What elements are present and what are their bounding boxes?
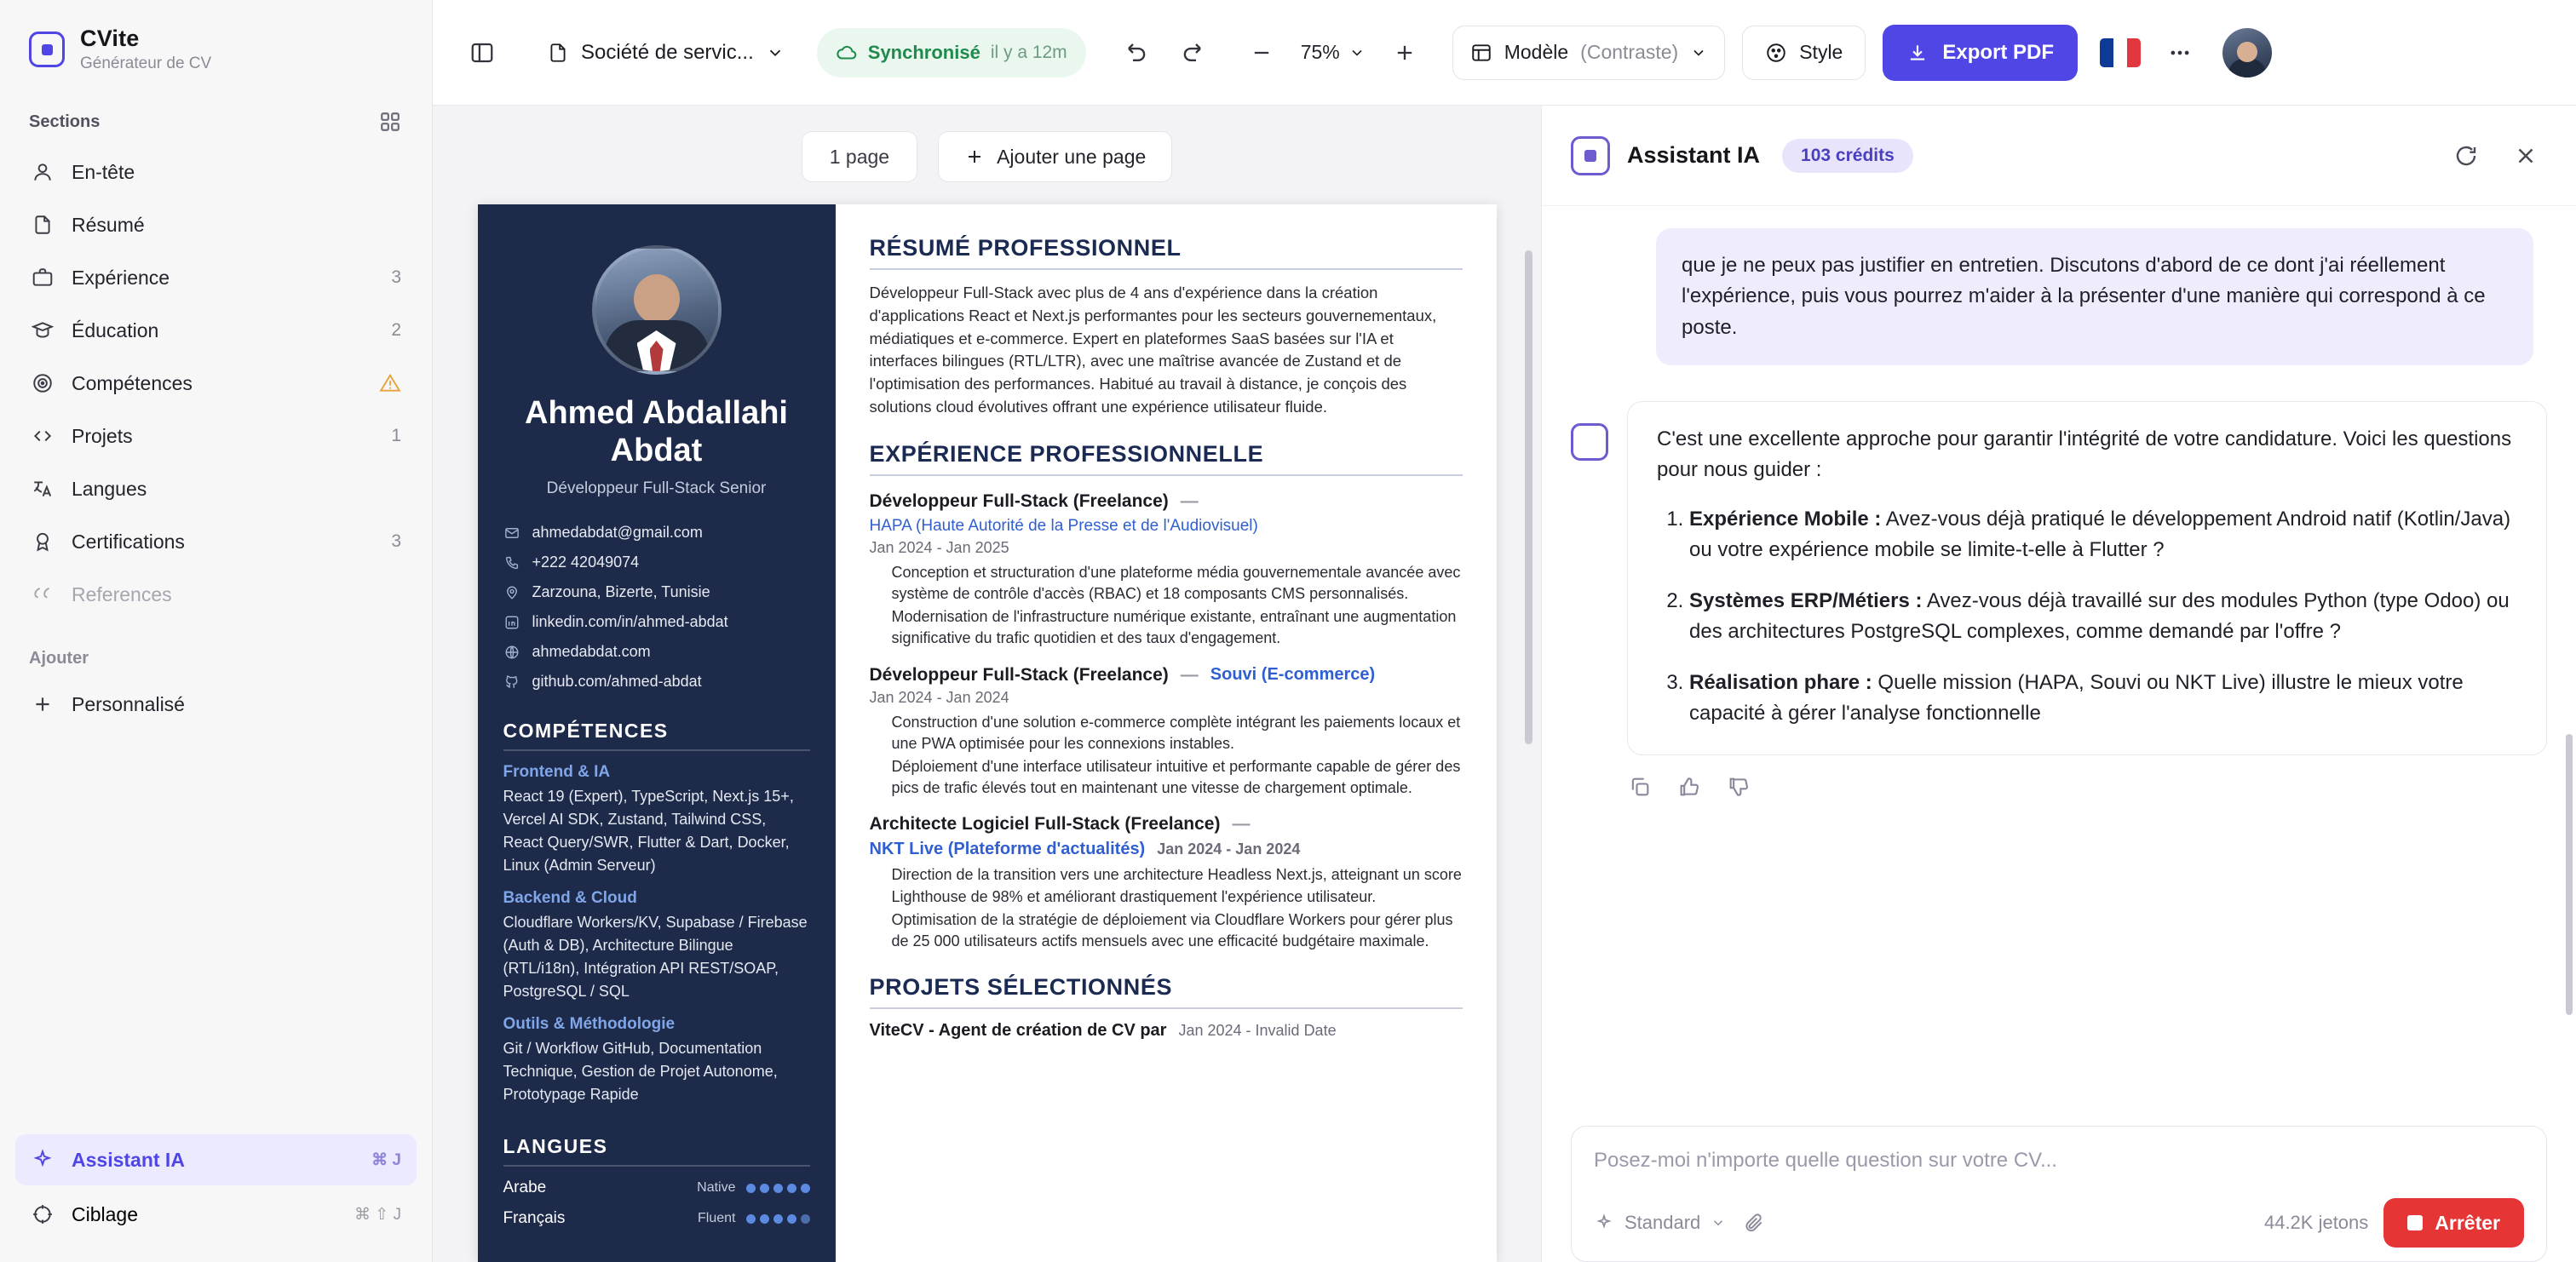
stop-label: Arrêter xyxy=(2435,1211,2500,1234)
ai-credits-badge: 103 crédits xyxy=(1782,139,1913,173)
sidebar-item-header[interactable] xyxy=(15,146,417,198)
chevron-down-icon xyxy=(1690,44,1707,61)
assistant-question-label: Systèmes ERP/Métiers : xyxy=(1689,589,1923,613)
cv-job-link[interactable]: NKT Live (Plateforme d'actualités) xyxy=(869,840,1146,859)
sidebar-item-ai-assistant[interactable] xyxy=(15,1134,417,1185)
add-nav xyxy=(0,679,432,730)
cv-job-bullet: Déploiement d'une interface utilisateur intuitive et performante capable de gérer des pics de trafic élevés tout en maintenant une vitesse de chargement optimale. xyxy=(891,758,1461,797)
cv-project-name: ViteCV - Agent de création de CV par xyxy=(869,1021,1167,1041)
sync-time: il y a 12m xyxy=(990,42,1067,62)
briefcase-icon xyxy=(31,266,55,290)
sync-label: Synchronisé xyxy=(867,41,980,63)
assistant-question-label: Réalisation phare : xyxy=(1689,671,1872,695)
cv-contact-website xyxy=(503,643,810,661)
sidebar-item-count: 2 xyxy=(391,320,401,340)
zoom-value: 75% xyxy=(1300,41,1340,63)
cv-skill-group xyxy=(503,763,810,877)
ai-composer xyxy=(1542,1126,2576,1262)
cv-job-title: Architecte Logiciel Full-Stack (Freelance) xyxy=(869,814,1221,835)
cv-contact-text: ahmedabdat@gmail.com xyxy=(532,524,703,542)
ai-panel-title: Assistant IA xyxy=(1627,142,1761,168)
palette-icon xyxy=(1765,42,1787,64)
brand-subtitle: Générateur de CV xyxy=(80,54,212,72)
document-icon xyxy=(31,213,55,237)
style-label: Style xyxy=(1799,41,1843,63)
cv-job-bullet: Conception et structuration d'une plateforme média gouvernementale avancée avec système de contrôle d'accès (RBAC) et 18 composants CMS personnalisés. xyxy=(891,563,1461,603)
cv-project-entry xyxy=(870,1021,1463,1041)
sections-label: Sections xyxy=(29,112,101,131)
cv-project-meta: Jan 2024 - Invalid Date xyxy=(1178,1022,1337,1040)
close-icon[interactable] xyxy=(2504,135,2547,177)
add-custom-label: Personnalisé xyxy=(72,692,185,715)
ai-panel-header xyxy=(1542,106,2576,206)
zoom-value-dropdown[interactable] xyxy=(1294,41,1372,64)
cv-language-row xyxy=(503,1209,810,1228)
ai-assistant-label: Assistant IA xyxy=(72,1148,185,1171)
assistant-question-text: Avez-vous déjà travaillé sur des modules Python (type Odoo) ou des architectures PostgreSQL complexes, comme demandé par l'offre ? xyxy=(1689,589,2510,644)
warning-icon xyxy=(379,372,401,394)
cv-job-separator: — xyxy=(1180,490,1199,511)
cv-skills-title: COMPÉTENCES xyxy=(503,720,810,751)
cv-job-bullet: Direction de la transition vers une architecture Headless Next.js, atteignant un score Lighthouse de 98% et améliorant drastiquement l'expérience utilisateur. xyxy=(891,866,1462,905)
token-counter: 44.2K jetons xyxy=(2263,1212,2369,1233)
cloud-check-icon xyxy=(836,42,858,64)
sync-status xyxy=(817,28,1086,77)
cv-job-dates: Jan 2024 - Jan 2025 xyxy=(869,538,1009,556)
assistant-question xyxy=(1689,504,2517,565)
cv-contact-text: ahmedabdat.com xyxy=(532,643,651,661)
cv-job-separator: — xyxy=(1232,814,1251,835)
linkedin-icon xyxy=(503,614,520,631)
chevron-down-icon xyxy=(766,43,785,62)
sidebar-item-label: References xyxy=(72,582,172,605)
thumbs-down-icon[interactable] xyxy=(1726,774,1751,800)
brand xyxy=(0,0,432,95)
sidebar-item-skills[interactable] xyxy=(15,358,417,409)
sidebar-item-label: Compétences xyxy=(72,371,193,394)
sidebar-item-label: Projets xyxy=(72,424,133,447)
sidebar-item-resume[interactable] xyxy=(15,199,417,250)
sidebar-item-label: Certifications xyxy=(72,530,185,553)
cv-skill-body: Cloudflare Workers/KV, Supabase / Firebase (Auth & DB), Architecture Bilingue (RTL/i18n), Intégration API REST/SOAP, PostgreSQL / SQL xyxy=(503,914,808,1001)
template-label: Modèle xyxy=(1504,41,1569,63)
cv-language-dots xyxy=(746,1214,810,1224)
cv-sidebar-column xyxy=(478,204,836,1262)
cv-skill-group xyxy=(503,1015,810,1106)
assistant-question xyxy=(1689,668,2517,729)
cv-summary-title: RÉSUMÉ PROFESSIONNEL xyxy=(870,235,1463,270)
assistant-question-label: Expérience Mobile : xyxy=(1689,508,1882,531)
sidebar-item-label: Résumé xyxy=(72,213,145,236)
cv-contact-linkedin xyxy=(503,613,810,631)
cv-summary-text: Développeur Full-Stack avec plus de 4 ans d'expérience dans la création d'applications React et Next.js performantes pour les secteurs gouvernementaux, médiatiques et e-commerce. Expert en plateformes SaaS basées sur l'IA et interfaces bilingues (RTL/LTR), avec une maîtrise avancée de Zustand et de l'optimisation des performances. Habitué au travail à distance, je conçois des solutions cloud évolutives offrant une expérience utilisateur fluide. xyxy=(869,284,1437,416)
sidebar-item-targeting[interactable] xyxy=(15,1189,417,1240)
cv-language-level: Native xyxy=(697,1180,736,1196)
cv-skill-category: Backend & Cloud xyxy=(503,889,637,908)
cv-contact-phone xyxy=(503,554,810,571)
stop-square-icon xyxy=(2407,1215,2423,1230)
plus-icon xyxy=(964,146,985,167)
cv-main-column xyxy=(836,204,1497,1262)
sidebar-item-label: Expérience xyxy=(72,266,170,289)
ai-panel-scrollbar[interactable] xyxy=(2566,734,2573,1015)
assistant-message xyxy=(1627,401,2547,755)
sparkle-icon xyxy=(1594,1213,1614,1233)
pin-icon xyxy=(503,584,520,601)
toolbar xyxy=(433,0,2576,106)
sidebar-item-experience[interactable] xyxy=(15,252,417,303)
cv-contact-text: linkedin.com/in/ahmed-abdat xyxy=(532,613,728,631)
zoom-in-button[interactable] xyxy=(1377,26,1432,80)
ai-assistant-panel xyxy=(1541,106,2576,1262)
sidebar-item-count: 3 xyxy=(391,267,401,287)
assistant-question-text: Avez-vous déjà pratiqué le développement Android natif (Kotlin/Java) ou votre expérience mobile se limite-t-elle à Flutter ? xyxy=(1689,508,2511,562)
graduation-cap-icon xyxy=(31,318,55,342)
stop-button[interactable] xyxy=(2383,1198,2524,1248)
assistant-intro: C'est une excellente approche pour garantir l'intégrité de votre candidature. Voici les questions pour nous guider : xyxy=(1657,427,2512,482)
more-options-button[interactable] xyxy=(2153,26,2207,80)
cv-job-link[interactable]: HAPA (Haute Autorité de la Presse et de l'Audiovisuel) xyxy=(869,516,1258,535)
phone-icon xyxy=(503,554,520,571)
cv-job-bullet: Optimisation de la stratégie de déploiement via Cloudflare Workers pour gérer plus de 25 000 utilisateurs actifs mensuels avec une efficacité budgétaire maximale. xyxy=(891,910,1453,949)
cv-languages-title: LANGUES xyxy=(503,1135,810,1167)
layout-icon xyxy=(1470,42,1492,64)
sidebar-bottom-nav xyxy=(0,1134,432,1262)
chevron-down-icon xyxy=(1348,44,1366,61)
cv-language-row xyxy=(503,1179,810,1197)
cv-contact-text: +222 42049074 xyxy=(532,554,640,571)
export-pdf-label: Export PDF xyxy=(1942,40,2055,64)
cv-name: Ahmed Abdallahi Abdat xyxy=(525,395,788,468)
medal-icon xyxy=(31,530,55,554)
ai-mode-selector[interactable] xyxy=(1594,1212,1726,1234)
assistant-question xyxy=(1689,586,2517,647)
page-controls xyxy=(802,106,1173,204)
add-page-label: Ajouter une page xyxy=(997,145,1147,168)
cv-skill-category: Frontend & IA xyxy=(503,763,611,782)
sidebar-item-languages[interactable] xyxy=(15,463,417,514)
chevron-down-icon xyxy=(1711,1215,1726,1230)
ai-composer-box[interactable] xyxy=(1571,1126,2547,1262)
document-selector[interactable] xyxy=(533,26,798,80)
zoom-out-button[interactable] xyxy=(1234,26,1289,80)
ai-logo-icon xyxy=(1571,136,1610,175)
user-icon xyxy=(31,160,55,184)
canvas-scrollbar[interactable] xyxy=(1525,250,1532,744)
sparkle-icon xyxy=(31,1148,55,1172)
targeting-label: Ciblage xyxy=(72,1202,138,1225)
refresh-icon[interactable] xyxy=(2445,135,2487,177)
sidebar-item-count: 1 xyxy=(391,426,401,445)
cv-job-bullet: Modernisation de l'infrastructure numérique existante, entraînant une augmentation significative du trafic quotidien et des taux d'engagement. xyxy=(891,608,1457,647)
cv-language-dots xyxy=(746,1184,810,1193)
grid-view-icon[interactable] xyxy=(377,109,403,135)
sections-header xyxy=(0,95,432,146)
globe-icon xyxy=(503,644,520,661)
cv-skill-category: Outils & Méthodologie xyxy=(503,1015,676,1034)
cv-job-dates: Jan 2024 - Jan 2024 xyxy=(869,688,1009,706)
add-section-label: Ajouter xyxy=(29,649,89,668)
thumbs-up-icon[interactable] xyxy=(1676,774,1702,800)
export-pdf-button[interactable] xyxy=(1883,25,2078,81)
document-name: Société de servic... xyxy=(581,40,754,64)
assistant-message-actions xyxy=(1627,774,2547,800)
cv-job-title: Développeur Full-Stack (Freelance) xyxy=(869,664,1169,685)
main-area xyxy=(433,0,2576,1262)
ai-message-input[interactable]: Posez-moi n'importe quelle question sur votre CV... xyxy=(1594,1149,2057,1172)
translate-icon xyxy=(31,477,55,501)
sidebar-item-count: 3 xyxy=(391,531,401,551)
crosshair-icon xyxy=(31,1202,55,1226)
sidebar-item-certifications[interactable] xyxy=(15,516,417,567)
cv-job-separator: — xyxy=(1180,664,1199,685)
targeting-shortcut: ⌘ ⇧ J xyxy=(354,1205,401,1224)
brand-title: CVite xyxy=(80,26,140,51)
cv-contact-location xyxy=(503,583,810,601)
user-message: que je ne peux pas justifier en entretien. Discutons d'abord de ce dont j'ai réellement l'expérience, puis vous pourrez m'aider à la présenter d'une manière qui correspond à ce poste. xyxy=(1656,228,2533,365)
cv-contact-list xyxy=(503,524,810,691)
cv-job-entry xyxy=(870,491,1463,650)
ai-mode-label: Standard xyxy=(1624,1212,1701,1233)
cv-job-title: Développeur Full-Stack (Freelance) xyxy=(869,490,1169,511)
cv-job-bullet: Construction d'une solution e-commerce complète intégrant les paiements locaux et une PWA optimisée pour les connexions instables. xyxy=(891,713,1461,752)
assistant-question-list xyxy=(1657,504,2517,729)
redo-button[interactable] xyxy=(1164,26,1219,80)
sidebar-item-label: Éducation xyxy=(72,318,159,341)
sidebar-item-label: En-tête xyxy=(72,160,135,183)
template-selector[interactable] xyxy=(1452,26,1725,80)
cv-language-level: Fluent xyxy=(698,1211,736,1226)
cv-canvas xyxy=(433,106,1541,1262)
page-count-badge: 1 page xyxy=(802,131,917,182)
plus-icon xyxy=(31,692,55,716)
workspace xyxy=(433,106,2576,1262)
cv-job-company[interactable]: Souvi (E-commerce) xyxy=(1210,665,1376,685)
sidebar-item-education[interactable] xyxy=(15,305,417,356)
download-icon xyxy=(1906,42,1929,64)
sidebar-item-label: Langues xyxy=(72,477,147,500)
cv-experience-title: EXPÉRIENCE PROFESSIONNELLE xyxy=(870,441,1463,476)
add-custom-section-button[interactable] xyxy=(15,679,417,730)
cv-projects-title: PROJETS SÉLECTIONNÉS xyxy=(870,974,1463,1009)
ai-assistant-shortcut: ⌘ J xyxy=(371,1150,401,1169)
assistant-avatar-icon xyxy=(1571,423,1608,461)
style-button[interactable] xyxy=(1742,26,1866,80)
sections-nav xyxy=(0,146,432,620)
mail-icon xyxy=(503,525,520,542)
add-page-button[interactable] xyxy=(938,131,1172,182)
cv-language-name: Français xyxy=(503,1209,566,1228)
cv-role: Développeur Full-Stack Senior xyxy=(546,479,767,498)
document-icon xyxy=(547,42,569,64)
sidebar-item-references[interactable] xyxy=(15,569,417,620)
cv-contact-text: github.com/ahmed-abdat xyxy=(532,673,702,691)
sidebar xyxy=(0,0,433,1262)
ai-composer-toolbar xyxy=(1594,1198,2524,1248)
cv-page[interactable] xyxy=(478,204,1497,1262)
undo-button[interactable] xyxy=(1110,26,1164,80)
quote-icon xyxy=(31,582,55,606)
zoom-controls xyxy=(1234,26,1432,80)
panel-toggle-button[interactable] xyxy=(455,26,509,80)
app-logo-icon xyxy=(29,32,65,67)
cv-language-name: Arabe xyxy=(503,1179,547,1197)
cv-skill-body: React 19 (Expert), TypeScript, Next.js 15+, Vercel AI SDK, Zustand, Tailwind CSS, React Query/SWR, Flutter & Dart, Docker, Linux (Admin Serveur) xyxy=(503,788,794,875)
code-icon xyxy=(31,424,55,448)
assistant-question-text: Quelle mission (HAPA, Souvi ou NKT Live) illustre le mieux votre capacité à gérer l'analyse fonctionnelle xyxy=(1689,671,2464,726)
ai-conversation xyxy=(1542,206,2576,1126)
github-icon xyxy=(503,674,520,691)
cv-job-dates: Jan 2024 - Jan 2024 xyxy=(1157,840,1301,858)
cv-job-entry xyxy=(870,665,1463,800)
language-flag-icon[interactable] xyxy=(2100,38,2141,67)
copy-icon[interactable] xyxy=(1627,774,1653,800)
target-icon xyxy=(31,371,55,395)
cv-job-entry xyxy=(870,814,1463,952)
cv-contact-email xyxy=(503,524,810,542)
cv-skill-body: Git / Workflow GitHub, Documentation Technique, Gestion de Projet Autonome, Prototypage Rapide xyxy=(503,1040,778,1104)
sidebar-item-projects[interactable] xyxy=(15,410,417,462)
cv-photo xyxy=(592,245,722,375)
assistant-message-row xyxy=(1571,401,2547,755)
cv-skill-group xyxy=(503,889,810,1003)
template-value: (Contraste) xyxy=(1580,41,1679,63)
cv-contact-github xyxy=(503,673,810,691)
cv-contact-text: Zarzouna, Bizerte, Tunisie xyxy=(532,583,710,601)
user-avatar[interactable] xyxy=(2222,28,2272,77)
paperclip-icon[interactable] xyxy=(1741,1210,1767,1236)
